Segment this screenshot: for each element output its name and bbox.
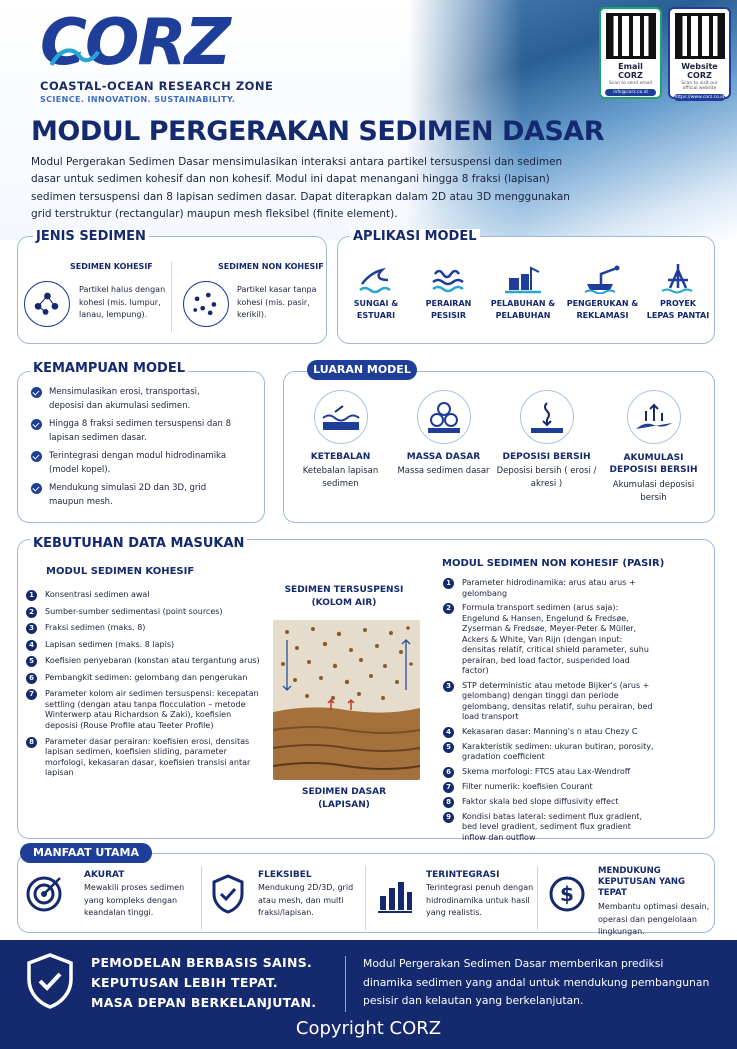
luaran-item: [394, 390, 494, 504]
org-tagline: SCIENCE. INNOVATION. SUSTAINABILITY.: [40, 95, 236, 104]
check-icon: [31, 451, 42, 462]
list-item: Mensimulasikan erosi, transportasi, deposisi dan akumulasi sedimen.: [31, 386, 231, 413]
sediment-column-illustration: [273, 620, 420, 780]
luaran-list: [289, 390, 709, 504]
website-qr-caption: Scan to visit our official website: [681, 81, 718, 91]
list-item: Terintegrasi dengan modul hidrodinamika (model kopel).: [31, 450, 231, 477]
kebutuhan-data-heading: KEBUTUHAN DATA MASUKAN: [30, 536, 247, 551]
luaran-desc: Deposisi bersih ( erosi / akresi ): [496, 466, 597, 489]
check-icon: [31, 387, 42, 398]
list-item: 2 Formula transport sedimen (arus saja): Engelund & Hansen, Engelund & Fredsøe, Zyserman & Fredsøe, Meyer-Peter & Müller, Ackers & White, Van Rijn (dengan input: densitas relatif, critical shield parameter, suhu perairan, bed load factor, suspended load factor): [443, 603, 655, 677]
kohesif-desc: Partikel halus dengan kohesi (mis. lumpur, lanau, lempung).: [79, 285, 166, 319]
list-item: 8 Faktor skala bed slope diffusivity effect: [443, 797, 655, 808]
shield-check-icon: [210, 874, 246, 914]
kemampuan-list: [31, 386, 231, 513]
list-item: 1 Konsentrasi sedimen awal: [26, 590, 264, 601]
manfaat-title: MENDUKUNG KEPUTUSAN YANG TEPAT: [598, 866, 686, 898]
dredger-icon: [583, 262, 623, 294]
river-icon: [358, 262, 394, 294]
wave-logo-icon: [48, 40, 110, 70]
jenis-sedimen-heading: JENIS SEDIMEN: [33, 229, 149, 244]
manfaat-desc: Membantu optimasi desain, operasi dan pengelolaan lingkungan.: [598, 902, 710, 936]
manfaat-title: AKURAT: [84, 870, 125, 880]
check-icon: [31, 483, 42, 494]
kohesif-input-list: [26, 590, 264, 783]
sediment-illustration: [273, 620, 420, 780]
manfaat-desc: Mendukung 2D/3D, grid atau mesh, dan multi fraksi/lapisan.: [258, 883, 354, 917]
manfaat-utama-heading: MANFAAT UTAMA: [20, 843, 152, 863]
offshore-platform-icon: [660, 262, 696, 294]
aplikasi-label: SUNGAI & ESTUARI: [353, 299, 399, 320]
aplikasi-label: PERAIRAN PESISIR: [425, 299, 472, 320]
list-item: 7 Parameter kolom air sedimen tersuspensi: kecepatan settling (dengan atau tanpa flocculation – metode Winterwerp atau Richardson & Zaki), koefisien deposisi (Rouse Profile atau Teeter Profile): [26, 689, 264, 731]
list-item: 4 Kekasaran dasar: Manning's n atau Chezy C: [443, 727, 655, 738]
aplikasi-list: [341, 262, 711, 332]
non-kohesif-input-list: [443, 578, 655, 847]
bed-mass-icon: [417, 390, 471, 444]
list-item: 5 Koefisien penyebaran (konstan atau tergantung arus): [26, 656, 264, 667]
list-item: 6 Skema morfologi: FTCS atau Lax-Wendroff: [443, 767, 655, 778]
accumulation-icon: [627, 390, 681, 444]
aplikasi-label: PELABUHAN & PELABUHAN: [490, 299, 556, 320]
aplikasi-item: [341, 262, 411, 332]
luaran-title: DEPOSISI BERSIH: [502, 452, 591, 462]
divider: [171, 262, 172, 332]
manfaat-desc: Mewakili proses sedimen yang kompleks dengan keandalan tinggi.: [84, 883, 185, 917]
manfaat-item: [202, 866, 366, 930]
svg-text:$: $: [560, 882, 574, 906]
bar-chart-icon: [376, 874, 414, 914]
luaran-desc: Massa sedimen dasar: [397, 466, 490, 476]
website-qr-card[interactable]: [668, 7, 731, 99]
luaran-title: KETEBALAN: [310, 452, 371, 462]
list-item: 4 Lapisan sedimen (maks. 8 lapis): [26, 640, 264, 651]
list-item: 3 Fraksi sedimen (maks. 8): [26, 623, 264, 634]
dollar-icon: [548, 874, 586, 914]
list-item: 7 Filter numerik: koefisien Courant: [443, 782, 655, 793]
target-icon: [24, 874, 64, 914]
page-title: MODUL PERGERAKAN SEDIMEN DASAR: [31, 116, 604, 147]
footer-slogan-line: PEMODELAN BERBASIS SAINS.: [91, 955, 313, 970]
email-qr-code[interactable]: [606, 13, 656, 59]
copyright: Copyright CORZ: [295, 1018, 442, 1039]
luaran-model-heading: LUARAN MODEL: [307, 360, 417, 380]
list-item: 8 Parameter dasar perairan: koefisien erosi, densitas lapisan sedimen, koefisien sliding, parameter morfologi, kekasaran dasar, koefisien transisi antar lapisan: [26, 737, 264, 779]
luaran-title: AKUMULASI DEPOSISI BERSIH: [609, 453, 698, 475]
aplikasi-item: [645, 262, 711, 332]
luaran-desc: Akumulasi deposisi bersih: [612, 480, 695, 503]
list-item: 5 Karakteristik sedimen: ukuran butiran, porosity, gradation coefficient: [443, 742, 655, 763]
email-qr-title: Email CORZ: [618, 62, 643, 80]
footer-text: Modul Pergerakan Sedimen Dasar memberikan prediksi dinamika sedimen yang andal untuk mendukung pembangunan pesisir dan kelautan yang berkelanjutan.: [363, 957, 710, 1007]
aplikasi-item: [563, 262, 643, 332]
kohesif-title: SEDIMEN KOHESIF: [70, 262, 153, 271]
manfaat-list: [24, 866, 710, 936]
net-deposition-icon: [520, 390, 574, 444]
list-item: Hingga 8 fraksi sedimen tersuspensi dan 8 lapisan sedimen dasar.: [31, 418, 231, 445]
list-item: 2 Sumber-sumber sedimentasi (point sources): [26, 607, 264, 618]
manfaat-item: [538, 866, 710, 936]
luaran-item: [291, 390, 391, 504]
non-kohesif-desc: Partikel kasar tanpa kohesi (mis. pasir, kerikil).: [237, 285, 317, 319]
non-kohesif-module-heading: MODUL SEDIMEN NON KOHESIF (PASIR): [442, 558, 665, 569]
kemampuan-model-heading: KEMAMPUAN MODEL: [30, 361, 188, 376]
list-item: 1 Parameter hidrodinamika: arus atau arus + gelombang: [443, 578, 655, 599]
manfaat-title: TERINTEGRASI: [426, 870, 500, 880]
footer-slogan-line: KEPUTUSAN LEBIH TEPAT.: [91, 975, 278, 990]
shield-check-icon: [25, 953, 75, 1009]
footer-slogan-line: MASA DEPAN BERKELANJUTAN.: [91, 995, 317, 1010]
luaran-title: MASSA DASAR: [406, 452, 481, 462]
website-qr-title: Website CORZ: [681, 62, 718, 80]
kohesif-module-heading: MODUL SEDIMEN KOHESIF: [46, 566, 195, 577]
check-icon: [31, 419, 42, 430]
manfaat-desc: Terintegrasi penuh dengan hidrodinamika untuk hasil yang realistis.: [426, 883, 534, 917]
org-name: COASTAL-OCEAN RESEARCH ZONE: [40, 79, 274, 93]
email-qr-card[interactable]: [599, 7, 662, 99]
sediment-thickness-icon: [314, 390, 368, 444]
aplikasi-label: PROYEK LEPAS PANTAI: [646, 299, 710, 320]
website-qr-value[interactable]: https://www.corz.co.id: [674, 95, 725, 100]
luaran-item: [497, 390, 597, 504]
list-item: Mendukung simulasi 2D dan 3D, grid maupun mesh.: [31, 482, 231, 509]
website-qr-code[interactable]: [675, 13, 725, 59]
illus-bottom-label: SEDIMEN DASAR (LAPISAN): [301, 787, 387, 810]
port-icon: [503, 262, 543, 294]
aplikasi-item: [414, 262, 484, 332]
illus-top-label: SEDIMEN TERSUSPENSI (KOLOM AIR): [284, 585, 404, 608]
non-kohesif-title: SEDIMEN NON KOHESIF: [218, 262, 324, 271]
email-qr-value[interactable]: info@corz.co.id: [605, 89, 656, 96]
list-item: 3 STP deterministic atau metode Bijker's (arus + gelombang) dengan tinggi dan periode gelombang, densitas relatif, suhu perairan, bed load transport: [443, 681, 655, 723]
list-item: 9 Kondisi batas lateral: sediment flux gradient, bed level gradient, sediment flux gradient inflow dan outflow: [443, 812, 655, 844]
coastal-waves-icon: [431, 262, 467, 294]
aplikasi-label: PENGERUKAN & REKLAMASI: [566, 299, 639, 320]
cohesive-particles-icon: [24, 281, 70, 327]
list-item: 6 Pembangkit sedimen: gelombang dan pengerukan: [26, 673, 264, 684]
footer-divider: [345, 956, 346, 1012]
luaran-item: [600, 390, 708, 504]
manfaat-item: [366, 866, 538, 930]
non-cohesive-particles-icon: [183, 281, 229, 327]
logo: CORZ: [40, 6, 230, 80]
manfaat-title: FLEKSIBEL: [258, 870, 312, 880]
footer-slogan: [91, 953, 316, 1013]
intro-paragraph: Modul Pergerakan Sedimen Dasar mensimulasikan interaksi antara partikel tersuspensi dan sedimen dasar untuk sedimen kohesif dan non kohesif. Modul ini dapat menangani hingga 8 fraksi (lapisan) sedimen tersuspensi dan 8 lapisan sedimen dasar. Dapat diterapkan dalam 2D atau 3D menggunakan grid terstruktur (rectangular) maupun mesh fleksibel (finite element).: [31, 156, 570, 221]
aplikasi-item: [486, 262, 560, 332]
email-qr-caption: Scan to send email: [609, 81, 652, 86]
luaran-desc: Ketebalan lapisan sedimen: [302, 466, 379, 489]
aplikasi-model-heading: APLIKASI MODEL: [350, 229, 480, 244]
manfaat-item: [24, 866, 202, 930]
